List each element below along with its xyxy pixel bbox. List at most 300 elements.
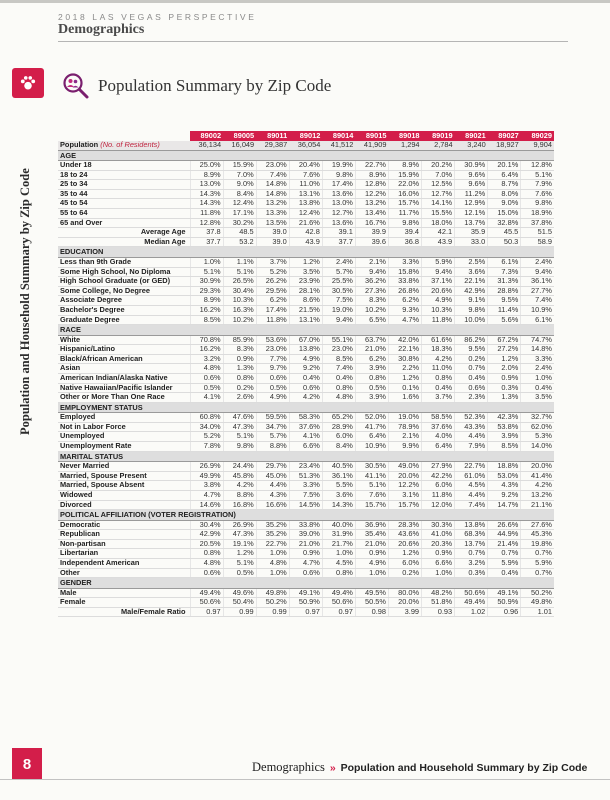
table-cell: 13.0% [190, 180, 223, 190]
table-cell: 1.2% [388, 549, 421, 559]
table-cell: 10.2% [223, 315, 256, 325]
table-cell: 8.8% [223, 490, 256, 500]
table-cell: 0.6% [289, 383, 322, 393]
zip-header: 89005 [223, 131, 256, 141]
table-cell: 30.2% [223, 218, 256, 228]
table-cell: 3.9% [355, 364, 388, 374]
table-cell: 1.3% [223, 364, 256, 374]
row-label: Unemployment Rate [58, 442, 190, 452]
table-cell: 8.4% [322, 442, 355, 452]
table-cell: 19.1% [223, 539, 256, 549]
table-cell: 49.1% [289, 588, 322, 598]
zip-header: 89011 [256, 131, 289, 141]
table-cell: 30.5% [322, 286, 355, 296]
table-cell: 0.7% [488, 549, 521, 559]
table-cell: 12.5% [422, 180, 455, 190]
table-cell: 9.8% [223, 442, 256, 452]
table-cell: 0.6% [256, 373, 289, 383]
table-cell: 0.8% [422, 373, 455, 383]
table-cell: 13.3% [256, 209, 289, 219]
table-cell: 0.8% [322, 568, 355, 578]
table-cell: 7.4% [322, 364, 355, 374]
table-cell: 9.4% [355, 267, 388, 277]
table-row [58, 161, 554, 171]
table-cell: 8.3% [223, 345, 256, 355]
table-cell: 16.2% [190, 345, 223, 355]
table-cell: 28.3% [388, 520, 421, 530]
table-row [58, 277, 554, 287]
table-cell: 1.0% [422, 568, 455, 578]
table-cell: 0.6% [190, 373, 223, 383]
table-cell: 32.7% [521, 413, 554, 423]
table-row [58, 335, 554, 345]
side-label: Population and Household Summary by Zip Code [18, 168, 32, 435]
table-cell: 1.2% [488, 354, 521, 364]
row-label: Male [58, 588, 190, 598]
table-cell: 53.0% [488, 471, 521, 481]
table-cell: 12.7% [322, 209, 355, 219]
table-cell: 28.1% [289, 286, 322, 296]
table-cell: 9.4% [422, 267, 455, 277]
table-cell: 8.5% [322, 354, 355, 364]
zip-header: 89021 [455, 131, 488, 141]
table-cell: 7.9% [521, 180, 554, 190]
table-cell: 36,054 [289, 141, 322, 150]
table-cell: 4.9% [355, 558, 388, 568]
table-cell: 0.5% [256, 383, 289, 393]
table-cell: 50.6% [322, 598, 355, 608]
table-cell: 7.4% [521, 296, 554, 306]
table-cell: 11.0% [422, 364, 455, 374]
table-cell: 14.5% [289, 500, 322, 510]
table-cell: 10.0% [455, 315, 488, 325]
row-label: Independent American [58, 558, 190, 568]
table-cell: 23.0% [322, 345, 355, 355]
table-cell: 22.7% [455, 462, 488, 472]
footer-section: Demographics [252, 760, 325, 774]
table-cell: 6.4% [422, 442, 455, 452]
table-cell: 21.7% [322, 539, 355, 549]
table-cell: 9.5% [455, 345, 488, 355]
table-cell: 14.8% [256, 180, 289, 190]
table-cell: 49.4% [455, 598, 488, 608]
table-cell: 9.2% [289, 364, 322, 374]
table-cell: 4.1% [289, 432, 322, 442]
table-cell: 4.4% [455, 490, 488, 500]
table-cell: 4.3% [488, 481, 521, 491]
table-cell: 36,134 [190, 141, 223, 150]
table-row [58, 413, 554, 423]
row-label: Native Hawaiian/Pacific Islander [58, 383, 190, 393]
table-cell: 50.2% [256, 598, 289, 608]
table-cell: 0.8% [322, 383, 355, 393]
table-cell: 27.6% [521, 520, 554, 530]
table-cell: 36.1% [322, 471, 355, 481]
table-cell: 4.9% [289, 354, 322, 364]
table-row [58, 442, 554, 452]
section-header-row [58, 510, 554, 521]
table-cell: 9.8% [521, 199, 554, 209]
table-cell: 51.3% [289, 471, 322, 481]
table-cell: 12.4% [289, 209, 322, 219]
table-cell: 3.2% [455, 558, 488, 568]
table-cell: 36.9% [355, 520, 388, 530]
row-label: Graduate Degree [58, 315, 190, 325]
table-row [58, 588, 554, 598]
row-label: Never Married [58, 462, 190, 472]
row-label: 45 to 54 [58, 199, 190, 209]
row-label: Average Age [58, 228, 190, 238]
table-cell: 22.1% [455, 277, 488, 287]
table-cell: 9.1% [455, 296, 488, 306]
zip-header: 89015 [355, 131, 388, 141]
table-cell: 4.9% [422, 296, 455, 306]
table-cell: 5.6% [488, 315, 521, 325]
table-cell: 2.1% [388, 432, 421, 442]
table-cell: 3.7% [256, 257, 289, 267]
table-cell: 9.0% [223, 180, 256, 190]
table-cell: 5.7% [256, 432, 289, 442]
table-cell: 40.0% [322, 520, 355, 530]
table-cell: 13.6% [322, 218, 355, 228]
row-label: Other or More Than One Race [58, 393, 190, 403]
table-cell: 39.0 [256, 228, 289, 238]
table-cell: 2.5% [455, 257, 488, 267]
table-row [58, 286, 554, 296]
row-label: 35 to 44 [58, 189, 190, 199]
table-cell: 21.0% [355, 345, 388, 355]
table-cell: 12.2% [388, 481, 421, 491]
table-cell: 35.9 [455, 228, 488, 238]
zip-header: 89029 [521, 131, 554, 141]
row-label: Not in Labor Force [58, 422, 190, 432]
table-cell: 30.4% [223, 286, 256, 296]
table-cell: 42.9% [190, 530, 223, 540]
header-divider [58, 41, 568, 42]
table-cell: 53.2 [223, 237, 256, 247]
table-cell: 6.2% [388, 296, 421, 306]
table-cell: 6.4% [355, 432, 388, 442]
footer-divider [0, 779, 610, 780]
table-cell: 10.2% [355, 305, 388, 315]
table-cell: 47.3% [223, 422, 256, 432]
table-cell: 9.0% [488, 199, 521, 209]
row-label: Median Age [58, 237, 190, 247]
footer-separator: » [329, 762, 336, 774]
table-cell: 11.8% [422, 490, 455, 500]
row-label [58, 141, 190, 150]
zip-header: 89014 [322, 131, 355, 141]
section-header-row [58, 150, 554, 161]
table-cell: 0.97 [289, 607, 322, 617]
table-row [58, 598, 554, 608]
table-row [58, 267, 554, 277]
table-row [58, 218, 554, 228]
table-cell: 0.1% [388, 383, 421, 393]
table-cell: 8.9% [190, 296, 223, 306]
table-cell: 0.9% [289, 549, 322, 559]
row-label: Employed [58, 413, 190, 423]
table-cell: 17.4% [256, 305, 289, 315]
table-cell: 0.7% [455, 549, 488, 559]
zip-header: 89002 [190, 131, 223, 141]
table-cell: 0.3% [488, 383, 521, 393]
table-cell: 14.3% [190, 189, 223, 199]
table-row [58, 520, 554, 530]
table-cell: 2.4% [521, 364, 554, 374]
table-cell: 15.0% [488, 209, 521, 219]
table-cell: 19.0% [388, 413, 421, 423]
table-cell: 21.0% [355, 539, 388, 549]
side-tab [12, 68, 44, 98]
table-cell: 7.3% [488, 267, 521, 277]
table-cell: 15.7% [388, 500, 421, 510]
table-cell: 8.9% [190, 170, 223, 180]
table-cell: 4.0% [422, 432, 455, 442]
table-cell: 4.5% [455, 481, 488, 491]
table-cell: 17.1% [223, 209, 256, 219]
table-cell: 18,927 [488, 141, 521, 150]
table-cell: 12.0% [422, 500, 455, 510]
table-cell: 41.0% [422, 530, 455, 540]
table-cell: 4.8% [322, 393, 355, 403]
table-cell: 2.0% [488, 364, 521, 374]
table-cell: 11.8% [422, 315, 455, 325]
table-cell: 78.9% [388, 422, 421, 432]
table-cell: 13.1% [289, 189, 322, 199]
table-cell: 39.1 [322, 228, 355, 238]
table-cell: 35.2% [256, 530, 289, 540]
table-cell: 4.4% [455, 432, 488, 442]
table-cell: 22.7% [355, 161, 388, 171]
table-cell: 14.7% [488, 500, 521, 510]
table-cell: 0.5% [223, 568, 256, 578]
table-cell: 25.0% [190, 161, 223, 171]
table-cell: 0.97 [190, 607, 223, 617]
table-cell: 33.0 [455, 237, 488, 247]
row-label: Less than 9th Grade [58, 257, 190, 267]
table-cell: 4.3% [256, 490, 289, 500]
table-cell: 5.7% [322, 267, 355, 277]
table-cell: 5.1% [190, 267, 223, 277]
table-cell: 74.7% [521, 335, 554, 345]
table-cell: 36.2% [355, 277, 388, 287]
table-cell: 4.2% [521, 481, 554, 491]
table-cell: 11.8% [190, 209, 223, 219]
table-cell: 20.6% [388, 539, 421, 549]
table-cell: 43.9 [289, 237, 322, 247]
table-cell: 1.2% [223, 549, 256, 559]
table-cell: 19.0% [322, 305, 355, 315]
table-cell: 6.0% [422, 481, 455, 491]
table-cell: 68.3% [455, 530, 488, 540]
table-cell: 12.8% [190, 218, 223, 228]
table-cell: 37.1% [422, 277, 455, 287]
table-cell: 15.9% [223, 161, 256, 171]
table-cell: 43.6% [388, 530, 421, 540]
row-label: Other [58, 568, 190, 578]
table-cell: 7.8% [190, 442, 223, 452]
table-row [58, 199, 554, 209]
table-cell: 14.6% [190, 500, 223, 510]
table-cell: 5.9% [521, 558, 554, 568]
table-cell: 26.9% [190, 462, 223, 472]
table-cell: 32.8% [488, 218, 521, 228]
table-row [58, 558, 554, 568]
table-cell: 3.99 [388, 607, 421, 617]
section-header-row [58, 451, 554, 462]
table-cell: 12.4% [223, 199, 256, 209]
paw-icon [19, 74, 37, 92]
table-cell: 7.9% [455, 442, 488, 452]
footer-chapter: Population and Household Summary by Zip Code [340, 762, 588, 774]
table-cell: 0.6% [289, 568, 322, 578]
table-cell: 3.3% [388, 257, 421, 267]
table-cell: 70.8% [190, 335, 223, 345]
table-cell: 16.0% [388, 189, 421, 199]
table-cell: 7.7% [256, 354, 289, 364]
table-cell: 39.4 [388, 228, 421, 238]
row-label: Male/Female Ratio [58, 607, 190, 617]
row-label: Female [58, 598, 190, 608]
table-cell: 8.9% [388, 161, 421, 171]
table-cell: 20.4% [289, 161, 322, 171]
zip-header: 89019 [422, 131, 455, 141]
row-label: Black/African American [58, 354, 190, 364]
table-cell: 12.8% [355, 180, 388, 190]
table-cell: 15.7% [388, 199, 421, 209]
section-heading: EMPLOYMENT STATUS [58, 402, 554, 413]
table-row [58, 462, 554, 472]
table-cell: 53.6% [256, 335, 289, 345]
table-cell: 37.7 [190, 237, 223, 247]
section-heading: EDUCATION [58, 247, 554, 258]
table-cell: 0.99 [256, 607, 289, 617]
table-cell: 20.0% [388, 598, 421, 608]
table-cell: 21.1% [521, 500, 554, 510]
table-cell: 34.0% [190, 422, 223, 432]
table-cell: 5.1% [223, 267, 256, 277]
table-cell: 4.9% [256, 393, 289, 403]
table-cell: 49.0% [388, 462, 421, 472]
table-cell: 12.9% [455, 199, 488, 209]
table-cell: 9.3% [388, 305, 421, 315]
table-cell: 0.7% [455, 364, 488, 374]
table-cell: 27.7% [521, 286, 554, 296]
table-cell: 9.8% [388, 218, 421, 228]
table-cell: 52.3% [455, 413, 488, 423]
table-cell: 10.3% [422, 305, 455, 315]
table-row [58, 373, 554, 383]
table-cell: 36.1% [521, 277, 554, 287]
table-cell: 16.8% [223, 500, 256, 510]
table-cell: 13.7% [455, 539, 488, 549]
table-cell: 22.0% [388, 180, 421, 190]
table-cell: 47.3% [223, 530, 256, 540]
table-cell: 11.2% [455, 189, 488, 199]
table-cell: 50.4% [223, 598, 256, 608]
table-cell: 9.5% [488, 296, 521, 306]
section-header-row [58, 402, 554, 413]
table-row [58, 549, 554, 559]
table-cell: 1.0% [322, 549, 355, 559]
table-cell: 20.2% [422, 161, 455, 171]
table-cell: 14.3% [190, 199, 223, 209]
row-label: Unemployed [58, 432, 190, 442]
table-cell: 8.8% [256, 442, 289, 452]
table-cell: 53.8% [488, 422, 521, 432]
table-cell: 41.7% [355, 422, 388, 432]
table-cell: 9,904 [521, 141, 554, 150]
table-cell: 35.4% [355, 530, 388, 540]
table-cell: 30.9% [455, 161, 488, 171]
section-header-row [58, 578, 554, 589]
table-cell: 18.3% [422, 345, 455, 355]
table-cell: 41.4% [521, 471, 554, 481]
table-cell: 6.1% [521, 315, 554, 325]
table-row [58, 180, 554, 190]
table-cell: 10.9% [521, 305, 554, 315]
table-cell: 0.4% [289, 373, 322, 383]
table-cell: 28.9% [322, 422, 355, 432]
table-cell: 5.1% [355, 481, 388, 491]
table-cell: 50.2% [521, 588, 554, 598]
table-cell: 23.9% [289, 277, 322, 287]
table-cell: 0.2% [223, 383, 256, 393]
table-cell: 13.2% [355, 199, 388, 209]
table-cell: 59.5% [256, 413, 289, 423]
table-cell: 9.8% [322, 170, 355, 180]
table-cell: 43.9 [422, 237, 455, 247]
table-cell: 47.6% [223, 413, 256, 423]
table-cell: 14.0% [521, 442, 554, 452]
table-cell: 34.7% [256, 422, 289, 432]
table-cell: 3.3% [289, 481, 322, 491]
table-cell: 0.8% [190, 549, 223, 559]
table-cell: 7.4% [256, 170, 289, 180]
table-cell: 11.4% [488, 305, 521, 315]
row-label: Married, Spouse Absent [58, 481, 190, 491]
table-cell: 15.5% [422, 209, 455, 219]
table-cell: 18.8% [488, 462, 521, 472]
table-cell: 0.96 [488, 607, 521, 617]
table-cell: 2,784 [422, 141, 455, 150]
table-cell: 48.5 [223, 228, 256, 238]
table-cell: 2.2% [388, 364, 421, 374]
table-cell: 0.4% [521, 383, 554, 393]
section-header-row [58, 325, 554, 336]
table-cell: 8.9% [355, 170, 388, 180]
table-cell: 50.9% [289, 598, 322, 608]
table-cell: 58.9 [521, 237, 554, 247]
table-cell: 8.4% [223, 189, 256, 199]
table-cell: 26.2% [256, 277, 289, 287]
header-corner [58, 131, 190, 141]
table-cell: 26.9% [223, 520, 256, 530]
row-label: 55 to 64 [58, 209, 190, 219]
table-cell: 3.5% [289, 267, 322, 277]
table-cell: 21.4% [488, 539, 521, 549]
table-cell: 1.0% [355, 568, 388, 578]
table-cell: 7.0% [422, 170, 455, 180]
table-cell: 15.8% [388, 267, 421, 277]
table-row [58, 607, 554, 617]
table-cell: 7.4% [455, 500, 488, 510]
table-cell: 1.0% [256, 568, 289, 578]
table-cell: 8.3% [355, 296, 388, 306]
table-cell: 26.8% [388, 286, 421, 296]
table-cell: 49.6% [223, 588, 256, 598]
